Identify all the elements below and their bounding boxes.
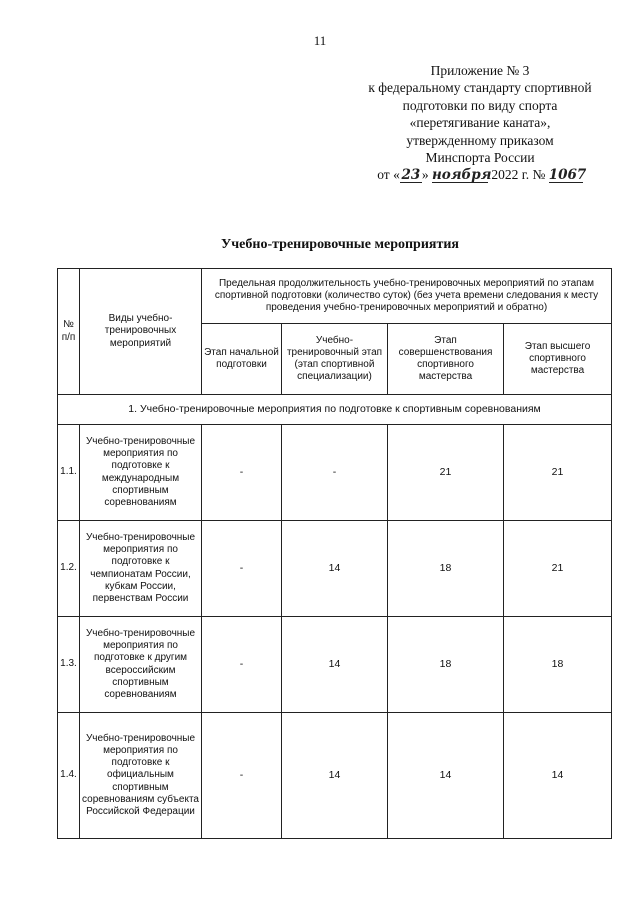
document-title: Учебно-тренировочные мероприятия [221,237,459,252]
row-number: 1.4. [58,713,80,839]
row-value: 18 [388,617,504,713]
row-value: - [202,713,282,839]
order-month-handwritten: ноября [431,167,492,184]
row-value: - [202,617,282,713]
header-stage-training: Учебно-тренировочный этап (этап спортивной специализации) [282,324,388,395]
row-value: 14 [282,521,388,617]
header-kind: Виды учебно-тренировочных мероприятий [80,269,202,395]
row-number: 1.2. [58,521,80,617]
appendix-line: Приложение № 3 [430,63,530,78]
header-duration: Предельная продолжительность учебно-тренировочных мероприятий по этапам спортивной подготовки (количество суток) (без учета времени следования к месту проведения учебно-тренировочных мероприятий и обратно) [202,269,612,324]
table-row [58,617,612,713]
training-events-table [57,268,612,839]
table-row [58,425,612,521]
order-prefix: от « [377,167,400,183]
row-value: - [202,521,282,617]
section-row [58,395,612,425]
appendix-line: подготовки по виду спорта [402,97,558,113]
row-number: 1.1. [58,425,80,521]
row-value: 18 [388,521,504,617]
row-value: 14 [504,713,612,839]
row-name: Учебно-тренировочные мероприятия по подготовке к другим всероссийским спортивным соревнованиям [80,617,202,713]
row-value: - [202,425,282,521]
row-name: Учебно-тренировочные мероприятия по подготовке к международным спортивным соревнованиям [80,425,202,521]
section-title: 1. Учебно-тренировочные мероприятия по подготовке к спортивным соревнованиям [58,395,612,425]
header-stage-improvement: Этап совершенствования спортивного мастерства [388,324,504,395]
appendix-line: «перетягивание каната», [409,115,551,131]
row-name: Учебно-тренировочные мероприятия по подготовке к официальным спортивным соревнованиям субъекта Российской Федерации [80,713,202,839]
row-value: 14 [282,617,388,713]
row-value: 21 [504,521,612,617]
row-value: 18 [504,617,612,713]
table-header-row [58,269,612,324]
appendix-line: Минспорта России [425,150,535,166]
row-value: 21 [388,425,504,521]
row-name: Учебно-тренировочные мероприятия по подготовке к чемпионатам России, кубкам России, первенствам России [80,521,202,617]
order-quote-close: » [421,167,429,183]
appendix-line: к федеральному стандарту спортивной [368,80,592,96]
order-date-number [330,166,630,183]
row-number: 1.3. [58,617,80,713]
row-value: 14 [388,713,504,839]
order-day-handwritten: 23 [401,167,421,184]
row-value: 21 [504,425,612,521]
order-number-handwritten: 1067 [548,167,587,184]
header-stage-initial: Этап начальной подготовки [202,324,282,395]
page-number: 11 [313,33,327,48]
row-value: - [282,425,388,521]
row-value: 14 [282,713,388,839]
table-row [58,521,612,617]
appendix-line: утвержденному приказом [406,132,554,148]
table-row [58,713,612,839]
appendix-block [330,62,630,184]
header-stage-highest: Этап высшего спортивного мастерства [504,324,612,395]
header-num: № п/п [58,269,80,395]
order-year: 2022 г. № [491,167,546,183]
